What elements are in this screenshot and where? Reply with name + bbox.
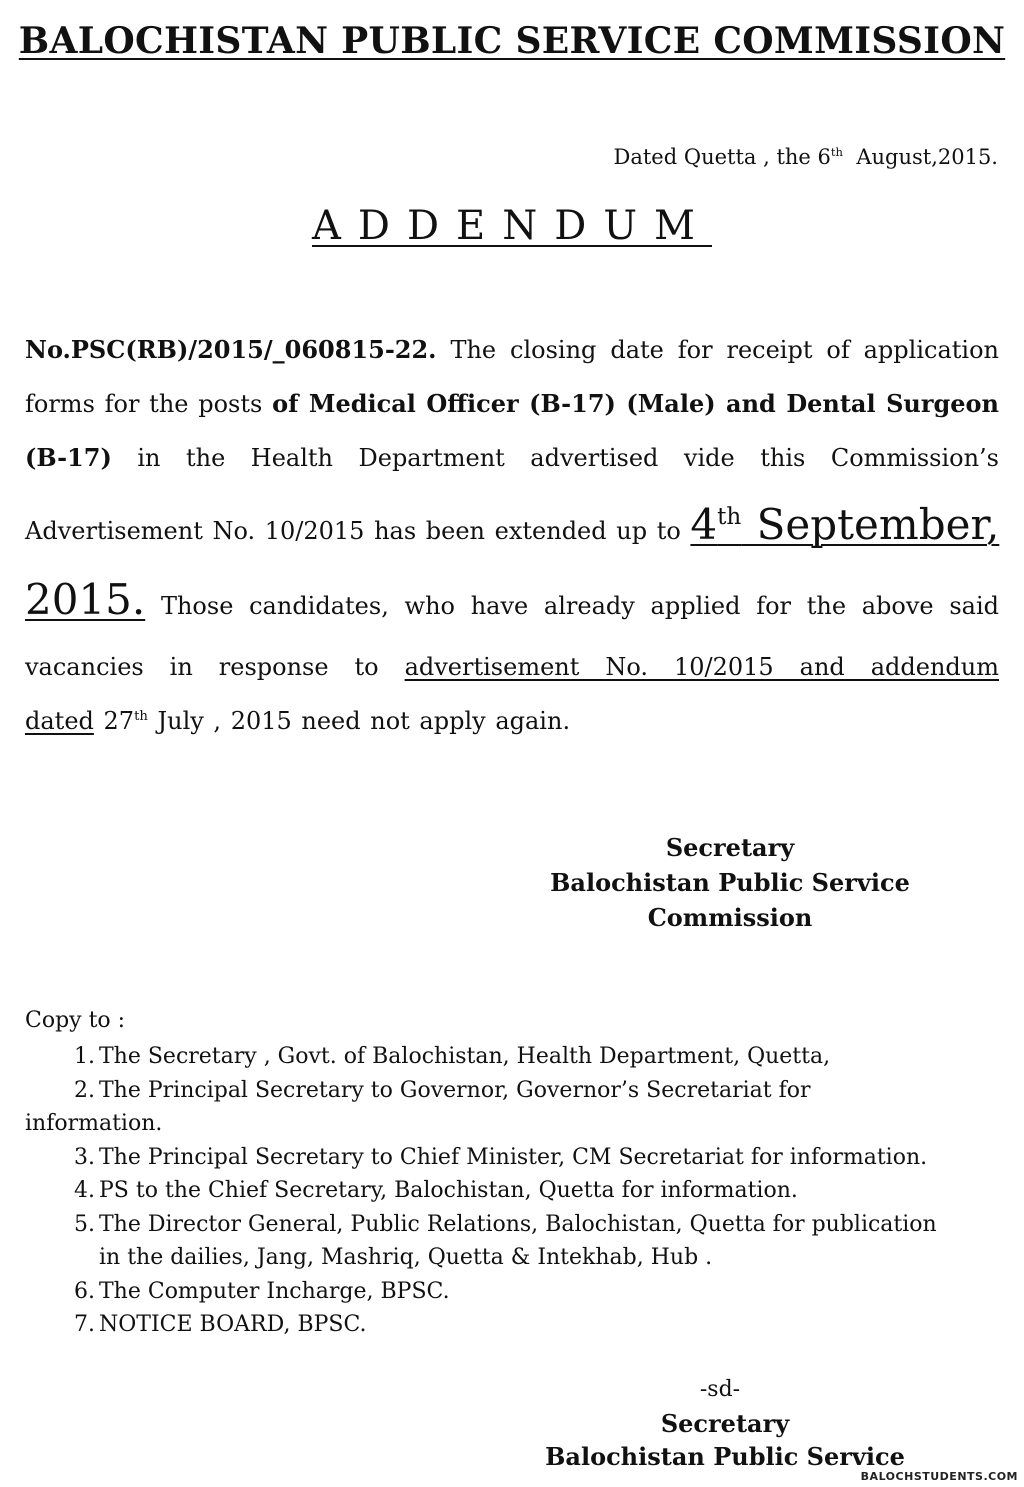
organization-name: BALOCHISTAN PUBLIC SERVICE COMMISSION (18, 20, 1006, 62)
document-title: ADDENDUM (312, 203, 712, 249)
extended-date: 4th September, (690, 500, 1000, 549)
watermark: BALOCHSTUDENTS.COM (860, 1470, 1018, 1483)
copy-to-list (25, 1040, 1015, 1342)
extended-year: 2015. (25, 575, 146, 624)
body-line-5: 2015. Those candidates, who have already applied for the above said (25, 575, 999, 624)
organization-heading (0, 20, 1024, 62)
body-line-7: dated 27th July , 2015 need not apply again. (25, 707, 571, 735)
list-item: 3. The Principal Secretary to Chief Minister, CM Secretariat for information. (74, 1144, 928, 1170)
body-line-4: Advertisement No. 10/2015 has been extended up to 4th September, (25, 500, 1000, 549)
body-line-3: (B-17) in the Health Department advertised vide this Commission’s (25, 443, 999, 472)
list-item: 1. The Secretary , Govt. of Balochistan, Health Department, Quetta, (74, 1044, 831, 1069)
list-item-continuation: information. (25, 1111, 163, 1136)
date-line: Dated Quetta , the 6th August,2015. (613, 145, 998, 169)
copy-to-label: Copy to : (25, 1008, 126, 1033)
reference-number: No.PSC(RB)/2015/_060815-22. (25, 335, 437, 364)
posts-name: of Medical Officer (B-17) (Male) and Dental Surgeon (272, 389, 1000, 418)
body-line-1: No.PSC(RB)/2015/_060815-22. The closing date for receipt of application (25, 335, 999, 364)
list-item: 7. NOTICE BOARD, BPSC. (74, 1312, 367, 1337)
body-line-6: vacancies in response to advertisement No. 10/2015 and addendum (25, 653, 999, 681)
signed-mark: -sd- (699, 1377, 741, 1402)
list-item: 4. PS to the Chief Secretary, Balochistan, Quetta for information. (74, 1178, 798, 1203)
signature-block-2: Secretary Balochistan Public Service (545, 1409, 905, 1471)
list-item: 5. The Director General, Public Relations, Balochistan, Quetta for publication in the dailies, Jang, Mashriq, Quetta & Intekhab, Hub . (74, 1211, 937, 1270)
list-item: 2. The Principal Secretary to Governor, Governor’s Secretariat for (74, 1077, 811, 1103)
signature-block-1: Secretary Balochistan Public Service Commission (550, 833, 910, 932)
list-item: 6. The Computer Incharge, BPSC. (74, 1278, 450, 1304)
body-line-2: forms for the posts of Medical Officer (B-17) (Male) and Dental Surgeon (25, 389, 1000, 418)
